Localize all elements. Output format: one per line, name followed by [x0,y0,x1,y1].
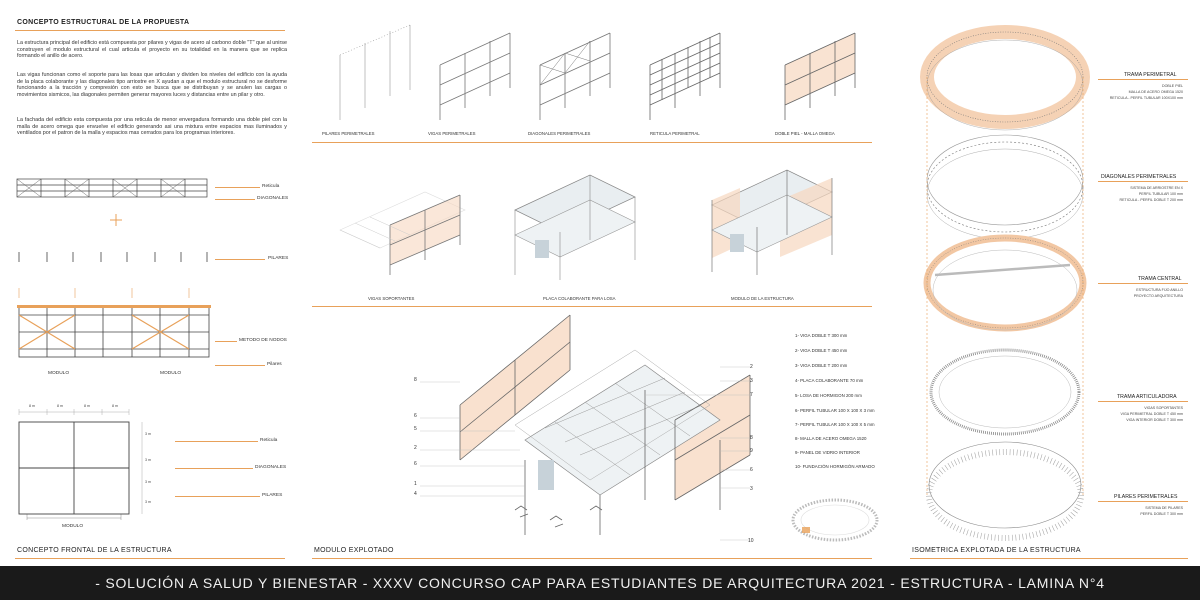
step-reticula [640,25,730,125]
callout-right-4: 8 [750,435,753,441]
label-pilares-3: PILARES [262,493,283,498]
label-modulo-b: MODULO [160,371,182,376]
right-sub-4c: VIGA INTERIOR DOBLE T 300 mm [1126,418,1183,422]
dim-x-2: 8 m [57,404,63,408]
right-sub-1c: RETICULA - PERFIL TUBULAR 100X100 mm [1109,96,1183,100]
dim-x-3: 8 m [84,404,90,408]
label-modulo-c: MODULO [62,524,84,529]
dim-y-4: 3 m [145,500,151,504]
label-reticula-2: Reticula [260,438,278,443]
mid-label-2: PLACA COLABORANTE PARA LOSA [543,296,616,301]
dim-y-3: 3 m [145,480,151,484]
metodo-nodos-diagram [17,288,217,368]
concept-paragraph-1: La estructura principal del edificio está compuesta por pilares y vigas de acero al carbono doble "T" que al unirse construyen el modulo estructural el cual articula el proyecto en su totalidad en la manera que se replica formando el anillo de acero. [17,40,287,60]
right-title-4: TRAMA ARTICULADORA [1117,394,1177,400]
right-title-1: TRAMA PERIMETRAL [1124,72,1177,78]
concept-paragraph-2: Las vigas funcionan como el soporte para las losas que articulan y dividen los niveles del edificio con la ayuda de la placa colaborante y las diagonales tipo arriostre en X ayudan a que el modulo estructural no se desforme funcionando a la tracción y compresión con esto se busca que se distribuyan y se anulen las cargas o movimientos sismicos, las diagonales permiten generar mayores luces y distancias entre un pilar y otro. [17,72,287,98]
right-title-2: DIAGONALES PERIMETRALES [1101,174,1177,180]
right-sub-4b: VIGA PERIMETRAL DOBLE T 450 mm [1120,412,1183,416]
frontal-title: CONCEPTO FRONTAL DE LA ESTRUCTURA [17,547,172,554]
step-vigas-soportantes [335,170,475,290]
legend-item-4: 4- PLACA COLABORANTE 70 mm [795,378,864,383]
concept-title: CONCEPTO ESTRUCTURAL DE LA PROPUESTA [17,19,190,26]
callout-left-6: 1 [414,481,417,487]
footer-text: - SOLUCIÓN A SALUD Y BIENESTAR - XXXV CONCURSO CAP PARA ESTUDIANTES DE ARQUITECTURA 2021 - ESTRUCTURA - LAMINA N°4 [95,575,1105,591]
right-sub-2a: SISTEMA DE ARRIOSTRE EN X [1130,186,1183,190]
right-sub-3b: PROYECTO ARQUITECTURA [1133,294,1183,298]
callout-left-4: 2 [414,445,417,451]
step-vigas [430,25,520,125]
right-sub-2c: RETICULA - PERFIL DOBLE T 200 mm [1119,198,1183,202]
right-title-5: PILARES PERIMETRALES [1114,494,1178,500]
right-sub-5a: SISTEMA DE PILARES [1145,506,1183,510]
frente-diagram [17,400,227,530]
top-label-4: RETICULA PERIMETRAL [650,131,700,136]
right-title-3: TRAMA CENTRAL [1138,276,1182,282]
callout-right-2: 3 [750,378,753,384]
exploded-title: MODULO EXPLOTADO [314,547,394,554]
label-modulo-a: MODULO [48,371,70,376]
plus-icon [110,214,122,226]
legend-item-7: 7- PERFIL TUBULAR 100 X 100 X 5 mm [795,422,875,427]
callout-right-6: 6 [750,467,753,473]
right-sub-2b: PERFIL TUBULAR 100 mm [1138,192,1183,196]
right-sub-4a: VIGAS SOPORTANTES [1144,406,1183,410]
step-doble-piel [775,25,865,125]
footer-banner [0,566,1200,600]
label-diagonales: DIAGONALES [257,196,289,201]
right-sub-3a: ESTRUCTURA FIJO ANILLO [1136,288,1183,292]
step-placa [505,165,645,285]
mid-label-3: MODULO DE LA ESTRUCTURA [731,296,794,301]
callout-right-3: 7 [750,392,753,398]
legend-item-5: 5- LOSA DE HORMIGON 200 mm [795,393,862,398]
top-label-3: DIAGONALES PERIMETRALES [528,131,591,136]
label-reticula: Reticula [262,184,280,189]
legend-item-2: 2- VIGA DOBLE T 450 mm [795,348,848,353]
concept-paragraph-3: La fachada del edificio esta compuesta por una reticula de menor envergadura formando una doble piel con la malla de acero omega que envuelve el edificio generando asi una mixtura entre espacios mas iluminados y ventilados por el patron de la malla y espacios mas cerrados para los programas interiores. [17,117,287,137]
isometric-title: ISOMETRICA EXPLOTADA DE LA ESTRUCTURA [912,547,1081,554]
top-label-5: DOBLE PIEL - MALLA OMEGA [775,131,835,136]
step-modulo [700,160,840,280]
callout-right-1: 2 [750,364,753,370]
callout-left-5: 6 [414,461,417,467]
callout-right-7: 3 [750,486,753,492]
legend-item-6: 6- PERFIL TUBULAR 100 X 100 X 3 mm [795,408,875,413]
top-label-2: VIGAS PERIMETRALES [428,131,476,136]
right-sub-1b: MALLA DE ACERO OMEGA 1520 [1128,90,1183,94]
callout-left-1: 8 [414,377,417,383]
legend-item-8: 8- MALLA DE ACERO OMEGA 1520 [795,436,867,441]
callout-left-2: 6 [414,413,417,419]
legend-item-9: 9- PANEL DE VIDRIO INTERIOR [795,450,860,455]
label-pilares: PILARES [268,256,289,261]
ring-isometric [920,15,1100,545]
right-sub-1a: DOBLE PIEL [1162,84,1183,88]
exploded-module-drawing [420,310,760,550]
top-label-1: PILARES PERIMETRALES [322,131,375,136]
label-pilares-2: Pilares [267,362,282,367]
right-sub-5b: PERFIL DOBLE T 300 mm [1140,512,1183,516]
dim-x-1: 8 m [29,404,35,408]
legend-item-1: 1- VIGA DOBLE T 300 mm [795,333,848,338]
label-diagonales-2: DIAGONALES [255,465,287,470]
callout-right-5: 9 [750,448,753,454]
pilares-diagram [17,250,217,270]
dim-y-1: 3 m [145,432,151,436]
label-metodo-nodos: METODO DE NODOS [239,338,287,343]
dim-x-4: 8 m [112,404,118,408]
step-pilares [330,25,420,125]
step-diagonales [530,25,620,125]
callout-right-8: 10 [748,538,754,544]
callout-left-7: 4 [414,491,417,497]
callout-left-3: 5 [414,426,417,432]
legend-item-3: 3- VIGA DOBLE T 200 mm [795,363,848,368]
ring-key-plan [790,495,880,545]
reticula-diagram [17,176,217,216]
dim-y-2: 3 m [145,458,151,462]
legend-item-10: 10- FUNDACIÓN HORMIGÓN ARMADO [795,464,875,469]
mid-label-1: VIGAS SOPORTANTES [368,296,415,301]
title-underline [15,30,285,31]
